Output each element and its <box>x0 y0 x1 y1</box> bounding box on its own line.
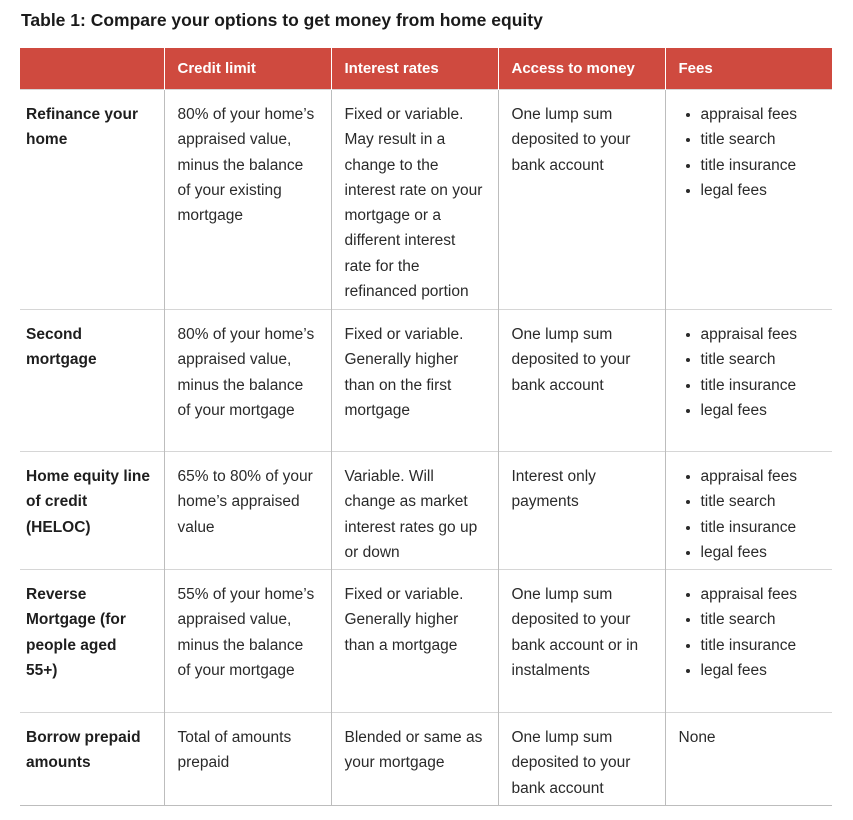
interest-rates-cell: Fixed or variable. Generally higher than a mortgage <box>331 570 498 713</box>
header-fees: Fees <box>665 48 832 90</box>
option-name: Refinance your home <box>20 90 164 310</box>
fee-item: • title insurance <box>701 633 820 658</box>
fee-item: • legal fees <box>701 398 820 423</box>
fee-item: • title search <box>701 347 820 372</box>
access-cell: One lump sum deposited to your bank account <box>498 713 665 806</box>
table-row <box>20 713 832 806</box>
fees-list <box>679 102 820 203</box>
fee-item: • title insurance <box>701 373 820 398</box>
header-option <box>20 48 164 90</box>
interest-rates-cell: Blended or same as your mortgage <box>331 713 498 806</box>
fee-item: • title insurance <box>701 515 820 540</box>
fees-cell <box>665 452 832 570</box>
table-row <box>20 310 832 452</box>
option-name: Borrow prepaid amounts <box>20 713 164 806</box>
option-name: Home equity line of credit (HELOC) <box>20 452 164 570</box>
table-row <box>20 452 832 570</box>
fees-cell <box>665 570 832 713</box>
fees-cell <box>665 90 832 310</box>
fee-item: • appraisal fees <box>701 102 820 127</box>
option-name: Second mortgage <box>20 310 164 452</box>
table-header-row <box>20 48 832 90</box>
access-cell: Interest only payments <box>498 452 665 570</box>
access-cell: One lump sum deposited to your bank account <box>498 310 665 452</box>
fee-item: • title search <box>701 127 820 152</box>
fees-list <box>679 464 820 565</box>
credit-limit-cell: Total of amounts prepaid <box>164 713 331 806</box>
table-title: Table 1: Compare your options to get money from home equity <box>21 10 543 30</box>
interest-rates-cell: Variable. Will change as market interest rates go up or down <box>331 452 498 570</box>
credit-limit-cell: 55% of your home’s appraised value, minus the balance of your mortgage <box>164 570 331 713</box>
fees-cell <box>665 310 832 452</box>
fee-item: • title search <box>701 489 820 514</box>
credit-limit-cell: 80% of your home’s appraised value, minus the balance of your existing mortgage <box>164 90 331 310</box>
fee-item: • legal fees <box>701 178 820 203</box>
interest-rates-cell: Fixed or variable. May result in a change to the interest rate on your mortgage or a different interest rate for the refinanced portion <box>331 90 498 310</box>
fee-item: • appraisal fees <box>701 582 820 607</box>
fee-item: • appraisal fees <box>701 322 820 347</box>
header-credit-limit: Credit limit <box>164 48 331 90</box>
fee-item: • appraisal fees <box>701 464 820 489</box>
access-cell: One lump sum deposited to your bank account or in instalments <box>498 570 665 713</box>
credit-limit-cell: 65% to 80% of your home’s appraised value <box>164 452 331 570</box>
table-row <box>20 90 832 310</box>
fee-item: • legal fees <box>701 540 820 565</box>
fees-cell: None <box>665 713 832 806</box>
header-interest-rates: Interest rates <box>331 48 498 90</box>
fee-item: • legal fees <box>701 658 820 683</box>
credit-limit-cell: 80% of your home’s appraised value, minus the balance of your mortgage <box>164 310 331 452</box>
fees-list <box>679 582 820 683</box>
home-equity-options-table <box>20 48 832 806</box>
access-cell: One lump sum deposited to your bank account <box>498 90 665 310</box>
option-name: Reverse Mortgage (for people aged 55+) <box>20 570 164 713</box>
header-access-to-money: Access to money <box>498 48 665 90</box>
fee-item: • title search <box>701 607 820 632</box>
table-row <box>20 570 832 713</box>
interest-rates-cell: Fixed or variable. Generally higher than on the first mortgage <box>331 310 498 452</box>
fees-list <box>679 322 820 423</box>
fee-item: • title insurance <box>701 153 820 178</box>
